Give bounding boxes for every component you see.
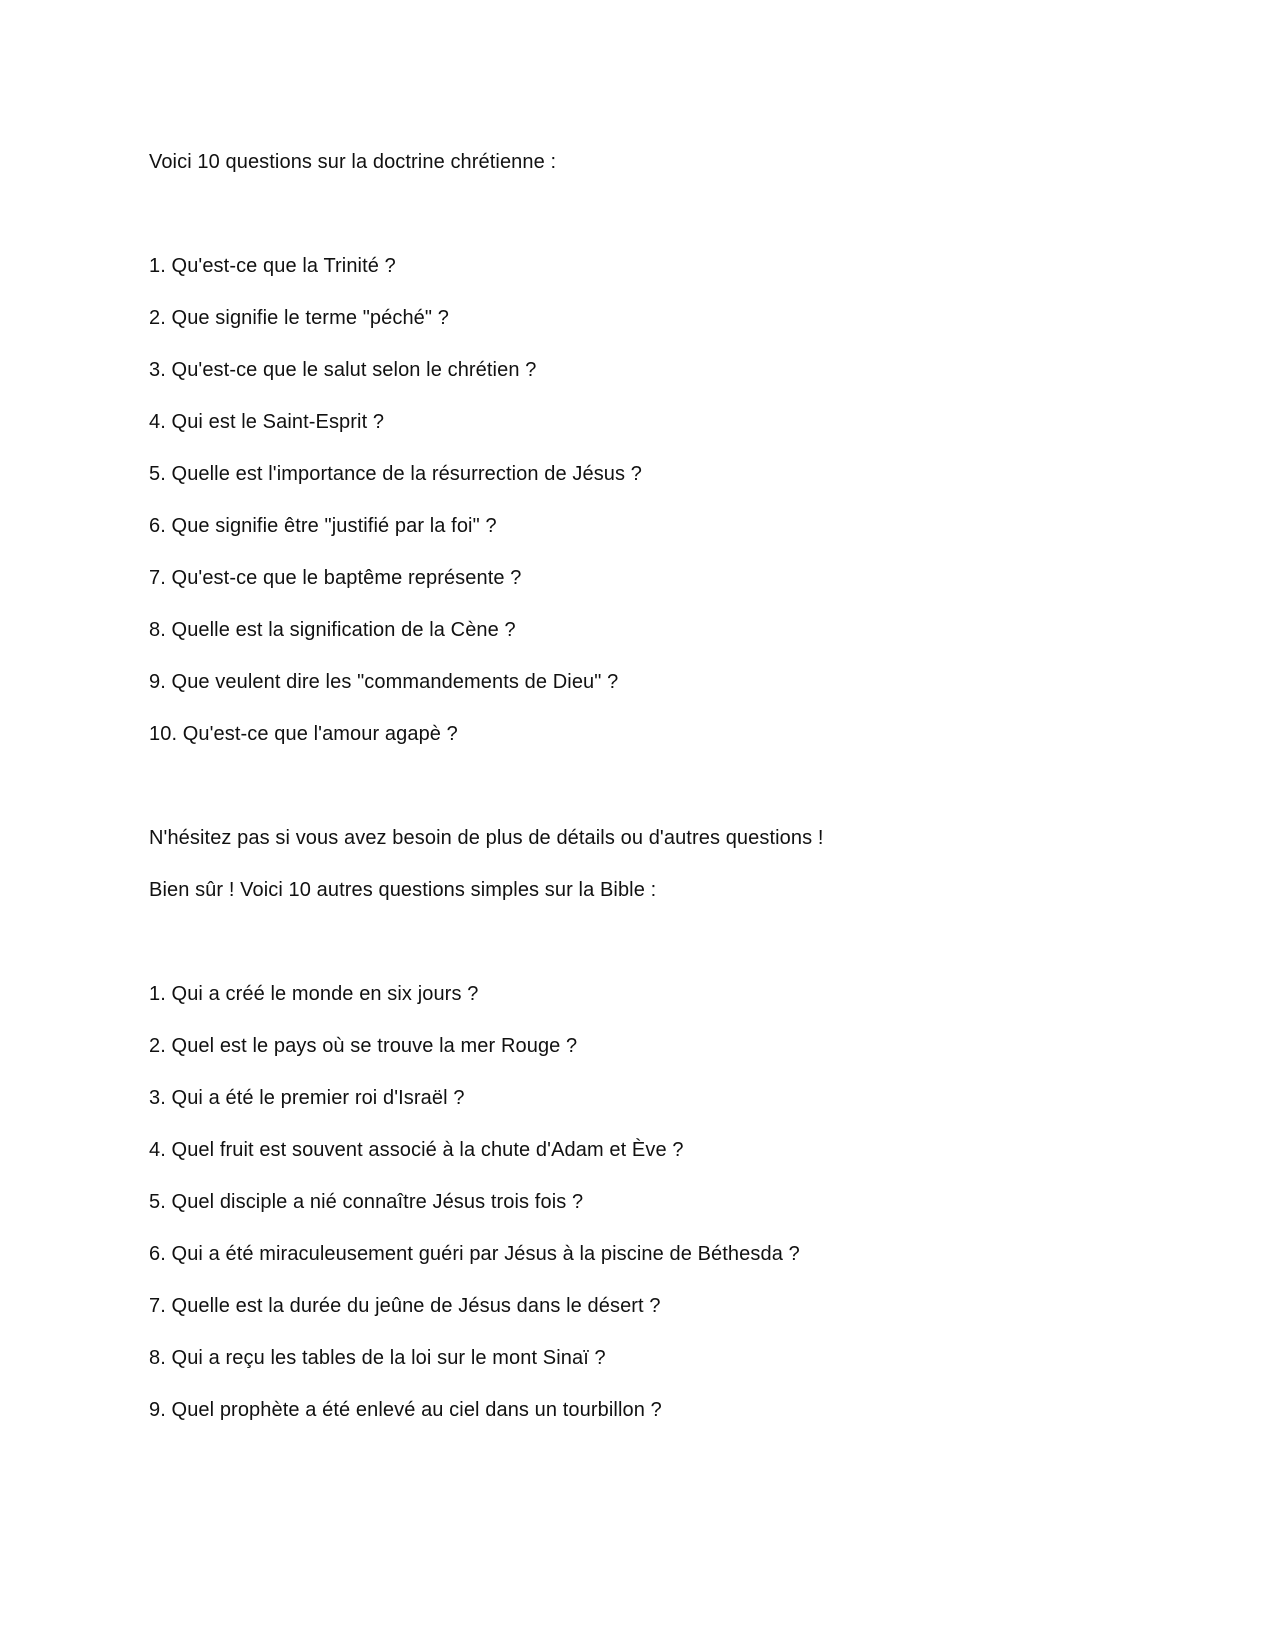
- list-item: 1. Qui a créé le monde en six jours ?: [149, 983, 479, 1005]
- list-item: 2. Quel est le pays où se trouve la mer Rouge ?: [149, 1035, 578, 1057]
- list-item: 10. Qu'est-ce que l'amour agapè ?: [149, 723, 458, 745]
- list-item: 5. Quel disciple a nié connaître Jésus trois fois ?: [149, 1191, 584, 1213]
- list-item: 8. Qui a reçu les tables de la loi sur le mont Sinaï ?: [149, 1347, 606, 1369]
- list-item: 9. Que veulent dire les "commandements de Dieu" ?: [149, 671, 619, 693]
- list-item: 6. Qui a été miraculeusement guéri par Jésus à la piscine de Béthesda ?: [149, 1243, 800, 1265]
- closing-paragraph: N'hésitez pas si vous avez besoin de plus de détails ou d'autres questions !: [149, 827, 824, 849]
- list-item: 4. Qui est le Saint-Esprit ?: [149, 411, 385, 433]
- intro-paragraph: Voici 10 questions sur la doctrine chrétienne :: [149, 151, 557, 173]
- list-item: 3. Qu'est-ce que le salut selon le chrétien ?: [149, 359, 537, 381]
- list-item: 3. Qui a été le premier roi d'Israël ?: [149, 1087, 465, 1109]
- list-item: 2. Que signifie le terme "péché" ?: [149, 307, 449, 329]
- list-item: 7. Quelle est la durée du jeûne de Jésus dans le désert ?: [149, 1295, 661, 1317]
- list-item: 9. Quel prophète a été enlevé au ciel dans un tourbillon ?: [149, 1399, 662, 1421]
- list-item: 7. Qu'est-ce que le baptême représente ?: [149, 567, 522, 589]
- list-item: 1. Qu'est-ce que la Trinité ?: [149, 255, 396, 277]
- list-item: 8. Quelle est la signification de la Cène ?: [149, 619, 516, 641]
- list-item: 4. Quel fruit est souvent associé à la chute d'Adam et Ève ?: [149, 1139, 684, 1161]
- intro-paragraph-second: Bien sûr ! Voici 10 autres questions simples sur la Bible :: [149, 879, 657, 901]
- list-item: 6. Que signifie être "justifié par la foi" ?: [149, 515, 497, 537]
- list-item: 5. Quelle est l'importance de la résurrection de Jésus ?: [149, 463, 643, 485]
